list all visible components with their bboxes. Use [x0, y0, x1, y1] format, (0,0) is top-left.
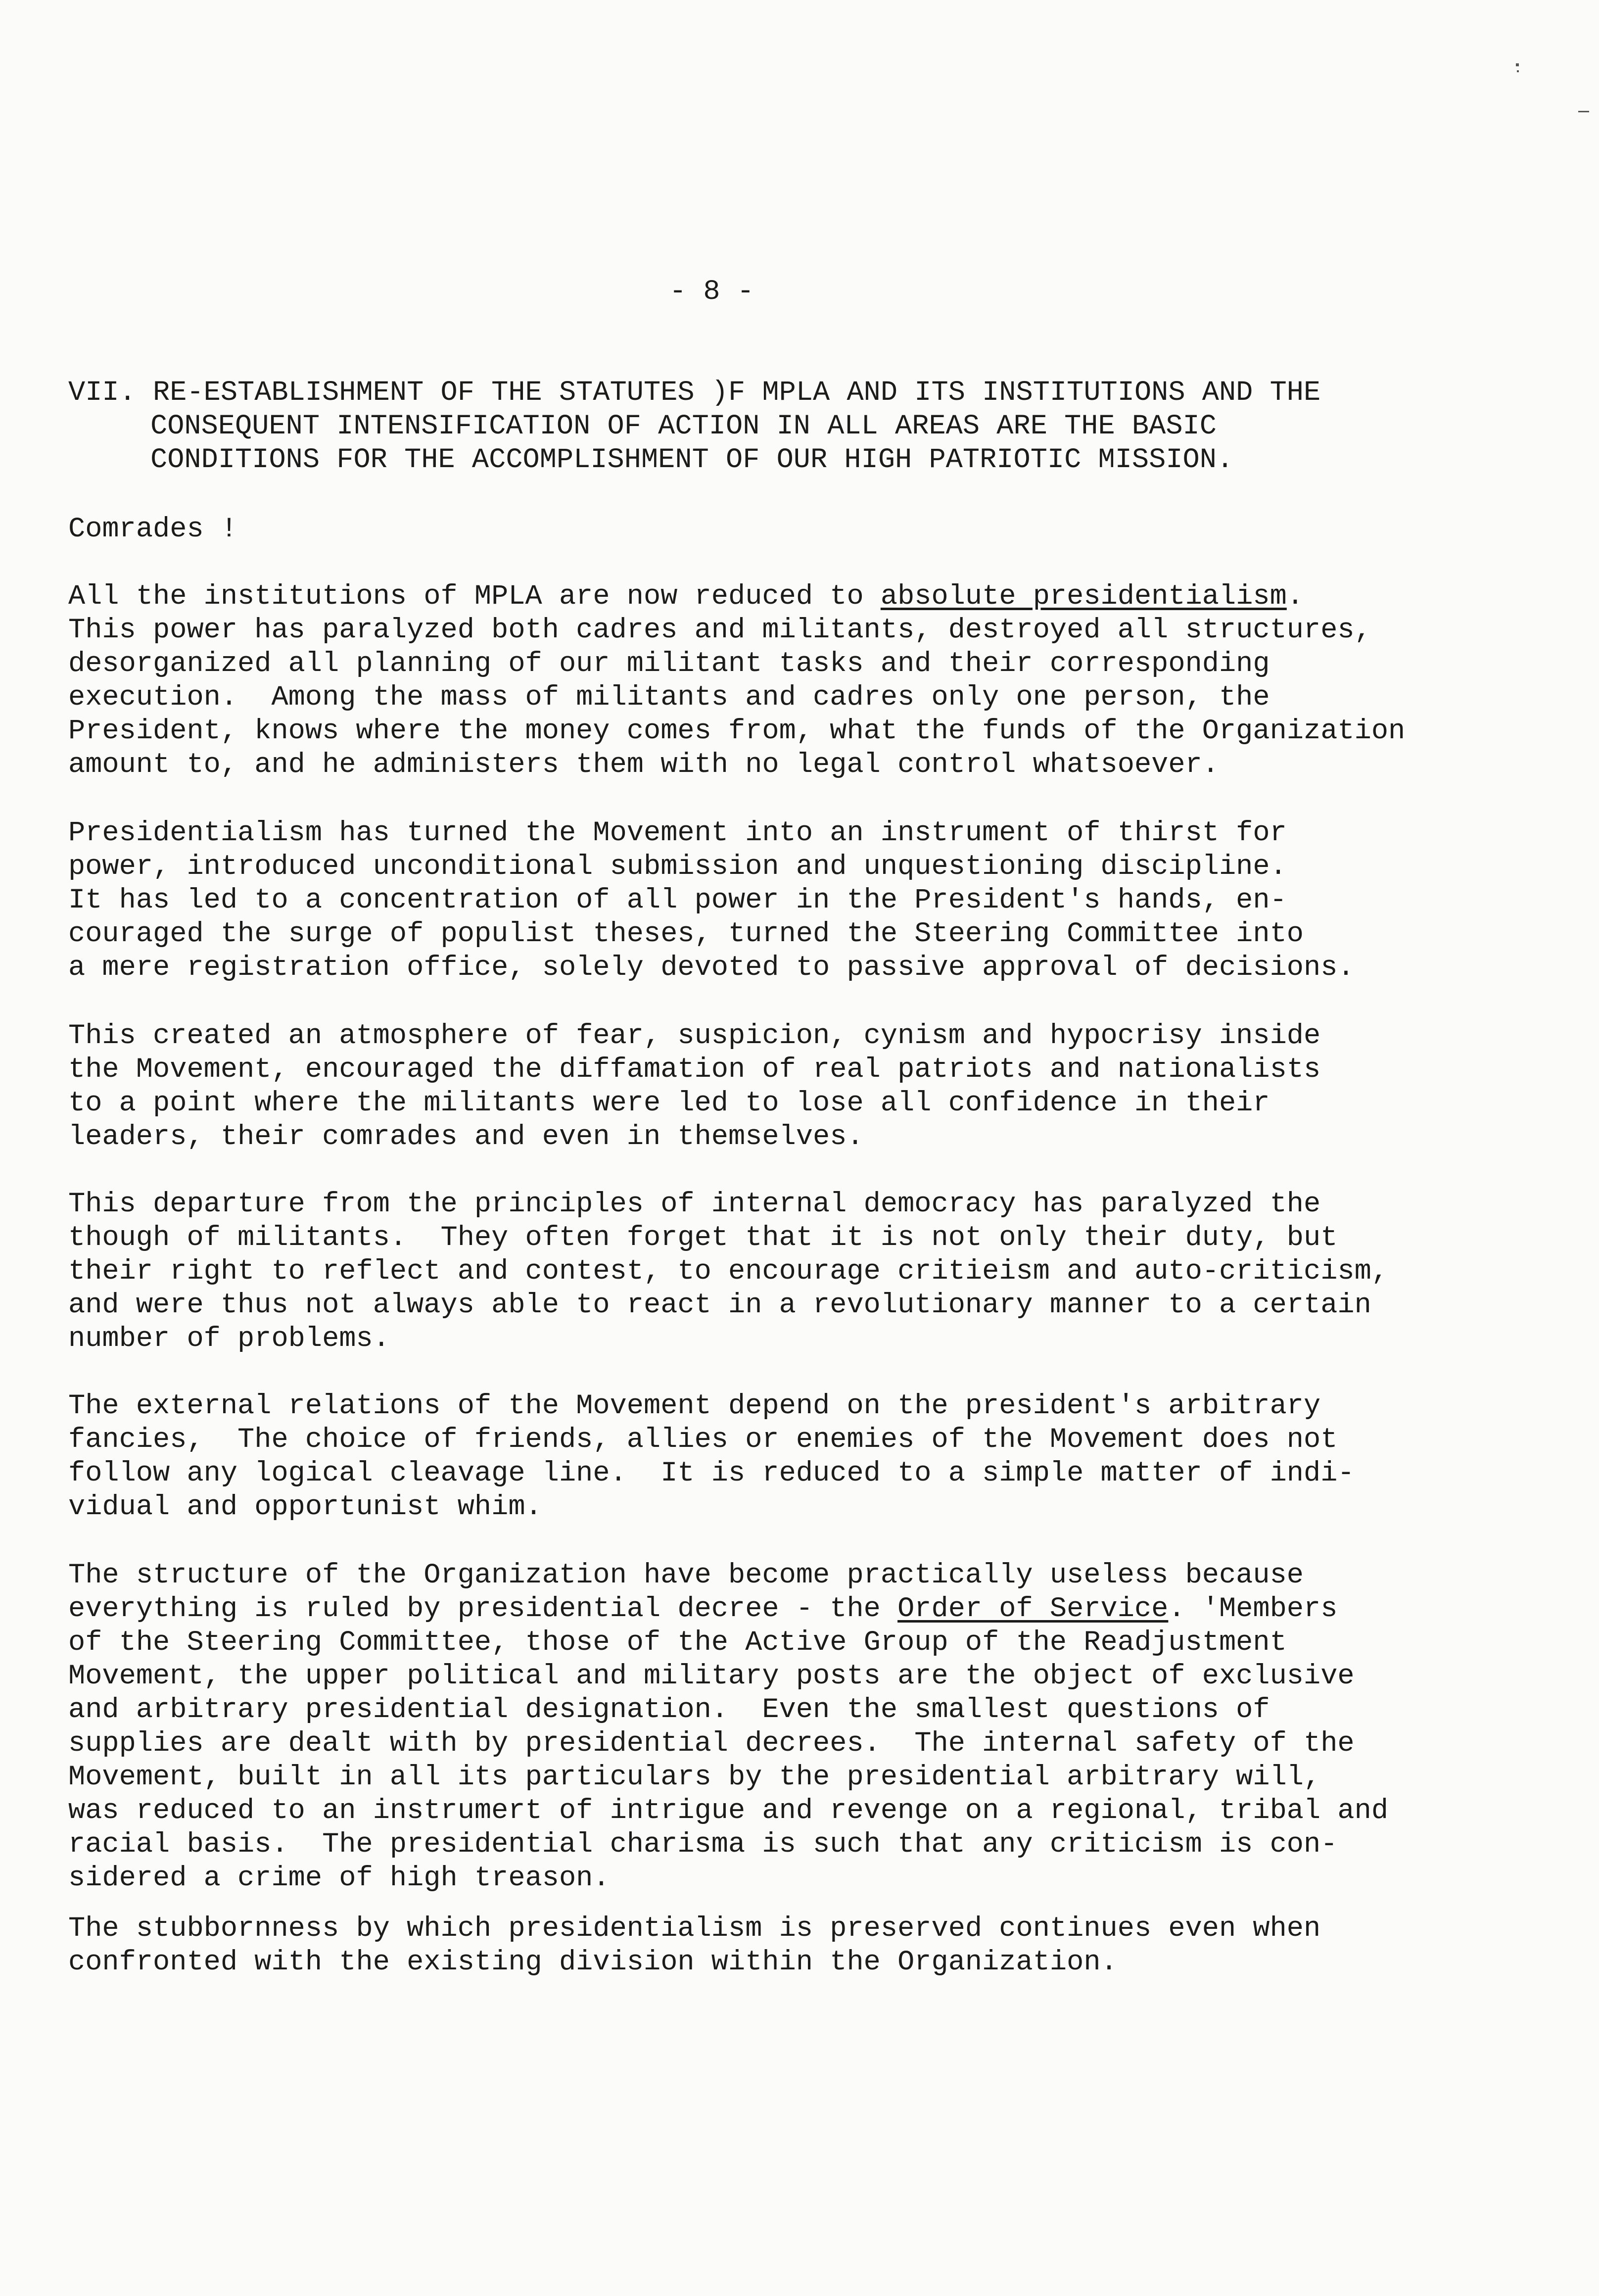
text-line: and arbitrary presidential designation. Even the smallest questions of: [68, 1694, 1270, 1726]
text-line: Movement, built in all its particulars by the presidential arbitrary will,: [68, 1762, 1321, 1793]
text-line: and were thus not always able to react in a revolutionary manner to a certain: [68, 1290, 1371, 1321]
section-heading: [68, 376, 1404, 477]
text-line: This departure from the principles of internal democracy has paralyzed the: [68, 1189, 1321, 1220]
paragraph-presidentialism: [68, 580, 1404, 782]
text-line: leaders, their comrades and even in themselves.: [68, 1121, 864, 1153]
underlined-phrase: Order of Service: [897, 1593, 1169, 1625]
text-line: execution. Among the mass of militants and cadres only one person, the: [68, 682, 1270, 714]
text-line: The stubbornness by which presidentialism is preserved continues even when: [68, 1913, 1321, 1945]
text-line: desorganized all planning of our militant tasks and their corresponding: [68, 648, 1270, 680]
text-line: to a point where the militants were led to lose all confidence in their: [68, 1088, 1270, 1119]
text-line: amount to, and he administers them with no legal control whatsoever.: [68, 749, 1219, 781]
text-line: follow any logical cleavage line. It is reduced to a simple matter of indi-: [68, 1458, 1355, 1489]
text-line: the Movement, encouraged the diffamation of real patriots and nationalists: [68, 1054, 1321, 1086]
heading-line: VII. RE-ESTABLISHMENT OF THE STATUTES )F MPLA AND ITS INSTITUTIONS AND THE: [68, 377, 1321, 409]
salutation: Comrades !: [68, 514, 238, 545]
text-line: The external relations of the Movement depend on the president's arbitrary: [68, 1390, 1321, 1422]
text-line: All the institutions of MPLA are now reduced to: [68, 581, 881, 613]
paragraph-thirst-for-power: [68, 816, 1404, 985]
text-line: a mere registration office, solely devoted to passive approval of decisions.: [68, 952, 1355, 984]
paragraph-internal-democracy: [68, 1188, 1404, 1356]
paragraph-structure: [68, 1559, 1404, 1895]
text-line: racial basis. The presidential charisma is such that any criticism is con-: [68, 1829, 1338, 1861]
text-line: number of problems.: [68, 1323, 390, 1355]
text-line: fancies, The choice of friends, allies or enemies of the Movement does not: [68, 1424, 1338, 1456]
text-line: sidered a crime of high treason.: [68, 1863, 610, 1894]
text-line: was reduced to an instrumert of intrigue and revenge on a regional, tribal and: [68, 1795, 1389, 1827]
paragraph-atmosphere: [68, 1019, 1404, 1154]
text-line: power, introduced unconditional submission and unquestioning discipline.: [68, 851, 1287, 883]
scan-speck: [1517, 70, 1519, 72]
text-line: supplies are dealt with by presidential decrees. The internal safety of the: [68, 1728, 1355, 1760]
page-number: - 8 -: [669, 276, 754, 308]
text-line: confronted with the existing division within the Organization.: [68, 1947, 1118, 1978]
heading-line: CONSEQUENT INTENSIFICATION OF ACTION IN ALL AREAS ARE THE BASIC: [150, 411, 1217, 442]
text-line: The structure of the Organization have become practically useless because: [68, 1560, 1304, 1591]
text-line: vidual and opportunist whim.: [68, 1491, 542, 1523]
text-line: This created an atmosphere of fear, suspicion, cynism and hypocrisy inside: [68, 1020, 1321, 1052]
text-line: It has led to a concentration of all power in the President's hands, en-: [68, 885, 1287, 916]
text-line: though of militants. They often forget that it is not only their duty, but: [68, 1222, 1338, 1254]
paragraph-external-relations: [68, 1389, 1404, 1524]
text-line: of the Steering Committee, those of the Active Group of the Readjustment: [68, 1627, 1287, 1659]
underlined-phrase: absolute presidentialism: [880, 581, 1287, 613]
text-line: .: [1286, 581, 1304, 613]
text-line: This power has paralyzed both cadres and militants, destroyed all structures,: [68, 615, 1371, 646]
text-line: Presidentialism has turned the Movement into an instrument of thirst for: [68, 817, 1287, 849]
scan-speck: [1516, 63, 1519, 66]
paragraph-stubbornness: [68, 1912, 1404, 1979]
text-line: couraged the surge of populist theses, turned the Steering Committee into: [68, 918, 1304, 950]
text-line: Movement, the upper political and military posts are the object of exclusive: [68, 1661, 1355, 1692]
text-line: . 'Members: [1168, 1593, 1338, 1625]
heading-line: CONDITIONS FOR THE ACCOMPLISHMENT OF OUR HIGH PATRIOTIC MISSION.: [150, 444, 1234, 476]
text-line: their right to reflect and contest, to encourage critieism and auto-criticism,: [68, 1256, 1389, 1288]
text-line: everything is ruled by presidential decree - the: [68, 1593, 898, 1625]
text-line: President, knows where the money comes from, what the funds of the Organization: [68, 716, 1406, 747]
scan-dash: [1578, 111, 1589, 112]
